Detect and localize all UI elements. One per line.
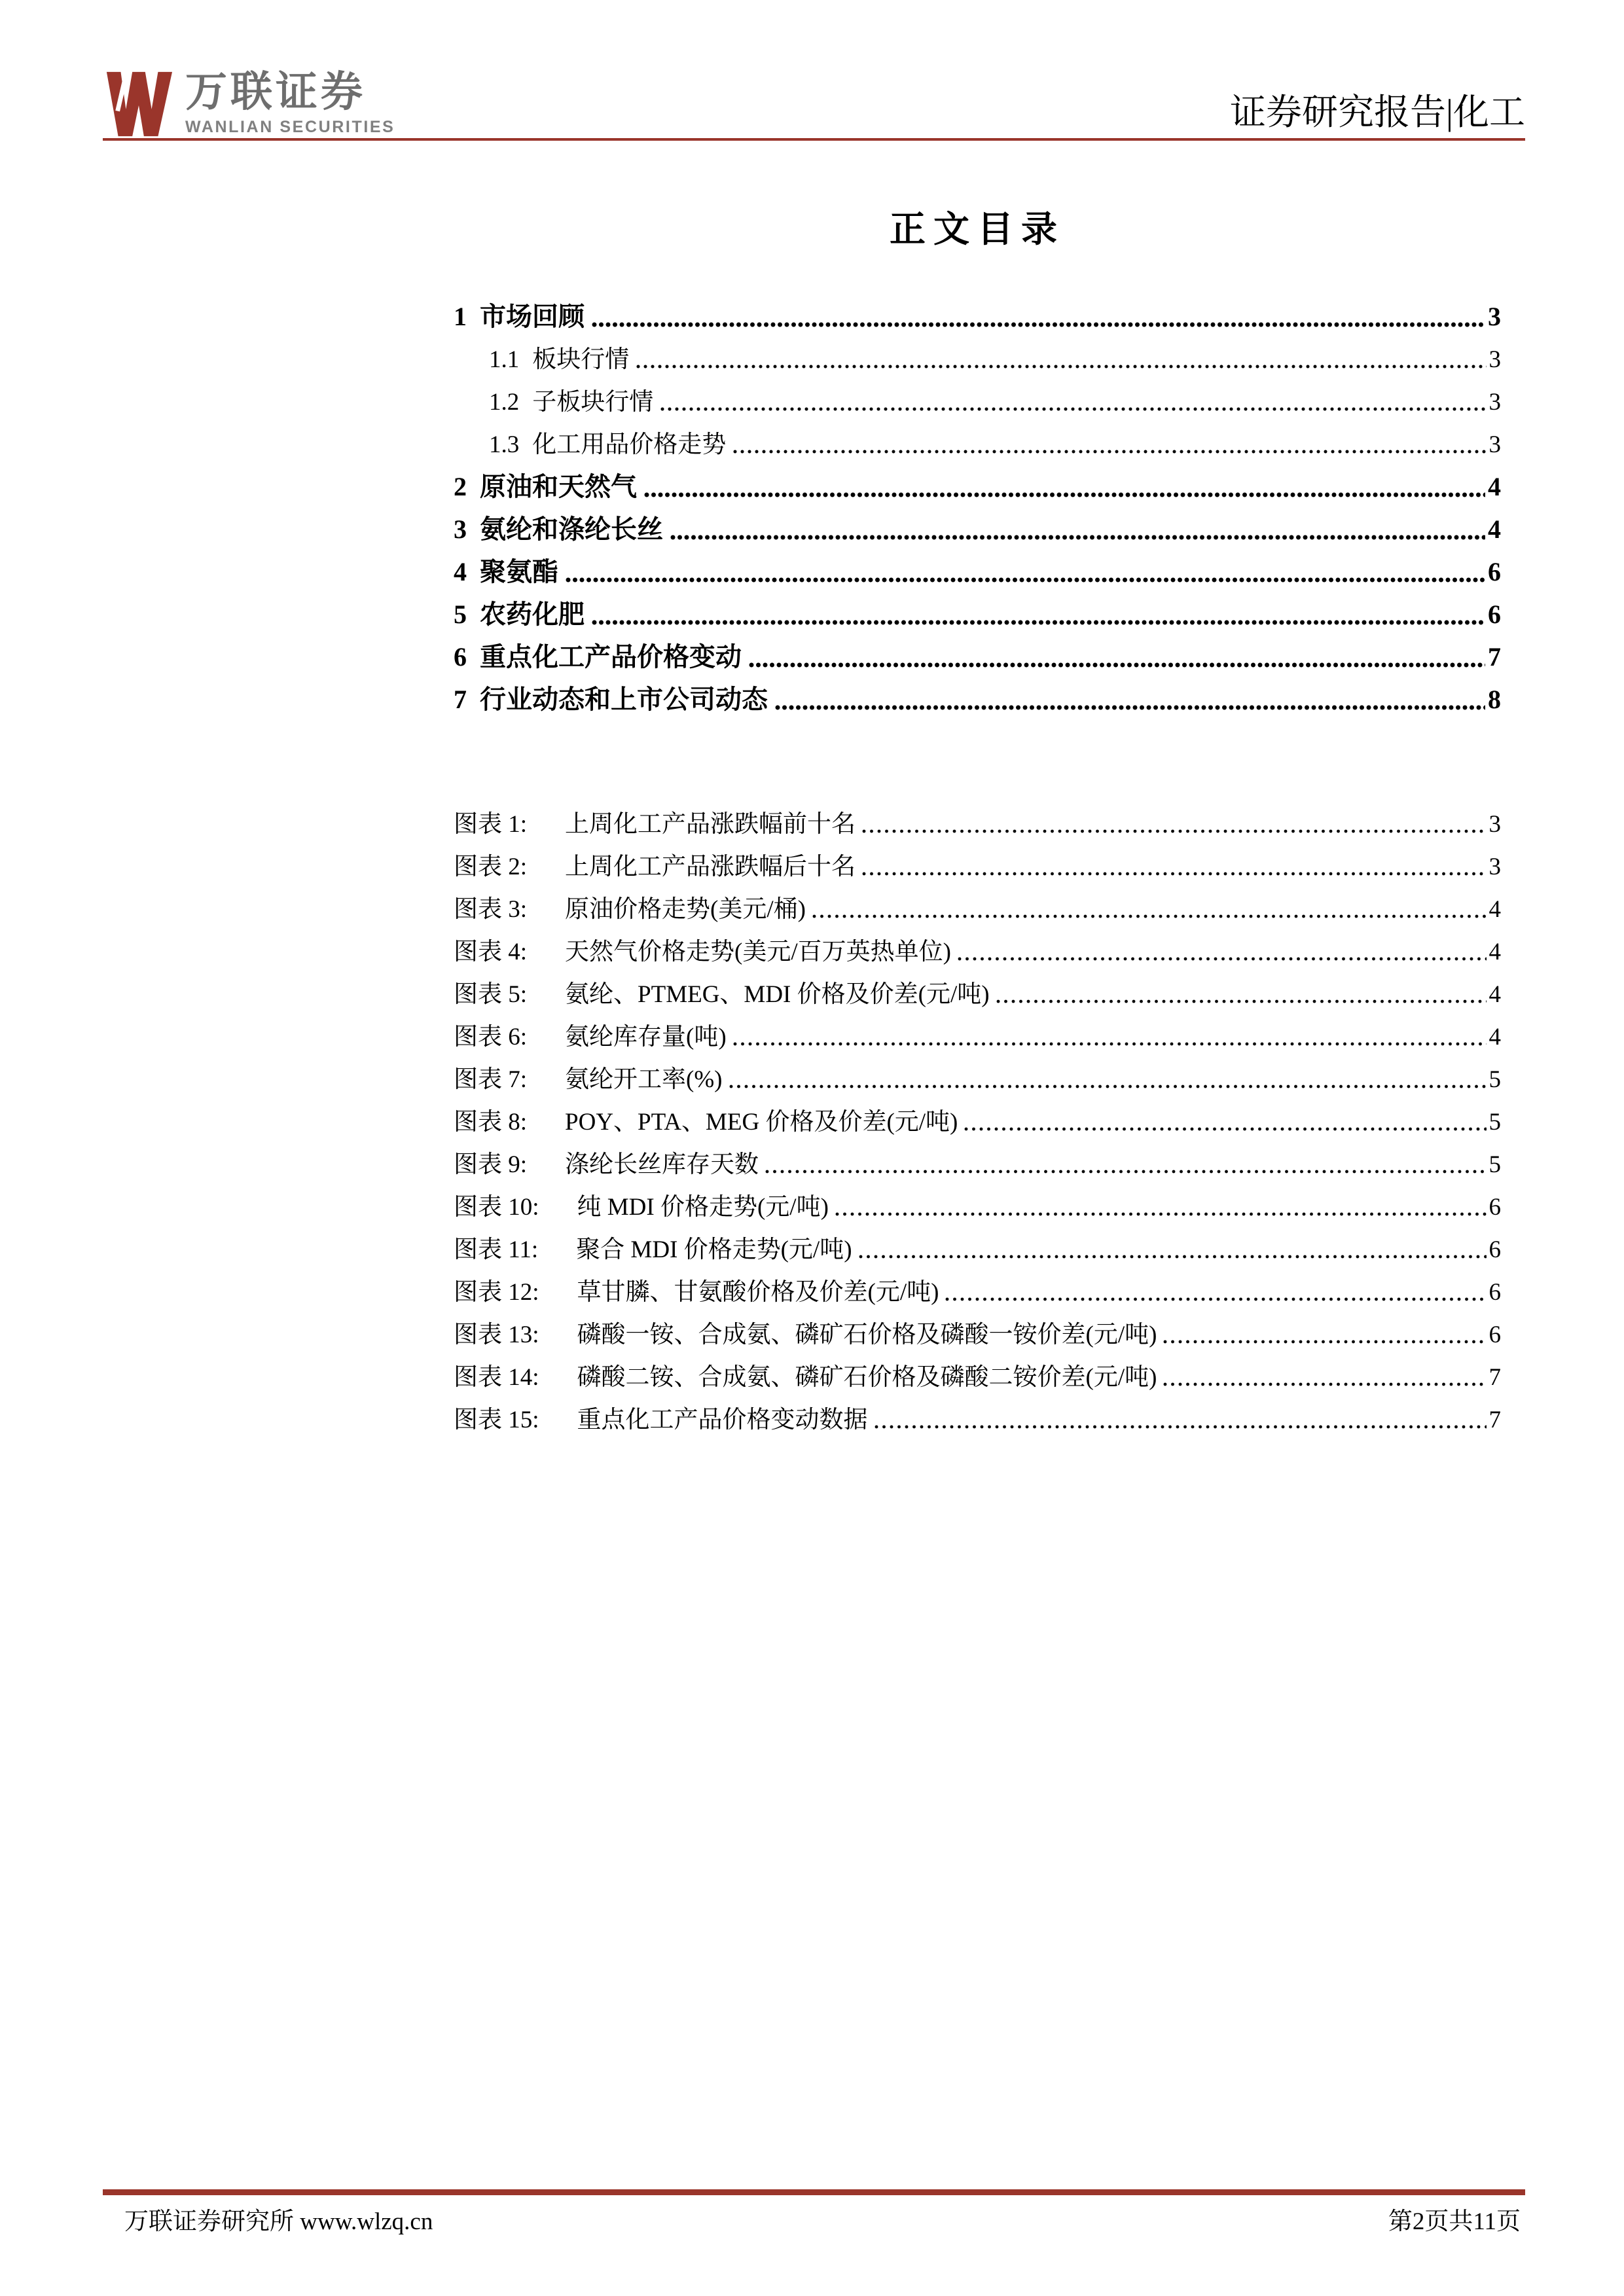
figure-number: 图表 7: [454,1066,528,1094]
footer [124,2201,1521,2236]
figure-label: 上周化工产品涨跌幅前十名 [565,811,856,838]
leader-dots [748,661,1485,669]
figure-page-number: 3 [1489,853,1501,881]
figure-row [454,1391,1501,1433]
toc-entry-label: 市场回顾 [480,302,585,331]
toc-entry-label: 原油和天然气 [480,472,637,501]
figure-label: 聚合 MDI 价格走势(元/吨) [576,1236,852,1264]
toc-page-number: 3 [1488,302,1501,331]
figure-page-number: 7 [1489,1364,1501,1391]
figure-row [454,1348,1501,1391]
toc-entry-number: 1.1 [489,346,520,374]
figure-page-number: 4 [1489,1024,1501,1051]
toc-entry-label: 子板块行情 [532,389,654,416]
toc-row [454,628,1501,671]
toc-entry-number: 7 [454,685,467,714]
figure-row [454,1050,1501,1093]
company-logo [103,68,395,137]
figure-row [454,1178,1501,1221]
figure-page-number: 5 [1489,1151,1501,1179]
toc-entry-number: 2 [454,472,467,501]
leader-dots [1163,1338,1486,1346]
leader-dots [643,491,1485,499]
figure-label: 磷酸一铵、合成氨、磷矿石价格及磷酸一铵价差(元/吨) [577,1321,1157,1349]
toc-list [454,288,1501,713]
toc-page-number: 3 [1489,389,1501,416]
leader-dots [670,533,1485,541]
figure-label: 磷酸二铵、合成氨、磷矿石价格及磷酸二铵价差(元/吨) [577,1364,1157,1391]
toc-page-number: 7 [1488,642,1501,672]
figure-label: 草甘膦、甘氨酸价格及价差(元/吨) [577,1279,939,1306]
figure-label: 重点化工产品价格变动数据 [577,1407,868,1434]
page-title: 正文目录 [889,209,1065,249]
leader-dots [835,1210,1487,1218]
toc-row [454,416,1501,458]
figure-page-number: 5 [1489,1066,1501,1094]
figure-number: 图表 13: [454,1321,539,1349]
figure-label: 氨纶开工率(%) [565,1066,723,1094]
toc-entry-number: 1 [454,302,467,331]
figure-row [454,1221,1501,1263]
figure-row [454,965,1501,1008]
toc-row [454,373,1501,416]
toc-entry-label: 化工用品价格走势 [532,431,727,459]
figure-page-number: 6 [1489,1236,1501,1264]
figure-row [454,923,1501,965]
leader-dots [812,912,1487,920]
leader-dots [591,619,1485,626]
figure-number: 图表 14: [454,1364,539,1391]
logo-cn-text: 万联证券 [185,68,366,115]
toc-entry-label: 重点化工产品价格变动 [480,642,742,672]
figure-number: 图表 2: [454,853,528,881]
figure-number: 图表 8: [454,1109,528,1136]
header-divider [103,138,1525,141]
leader-dots [565,576,1485,584]
figure-row [454,795,1501,838]
toc-row [454,586,1501,628]
figure-page-number: 4 [1489,939,1501,966]
toc-entry-label: 行业动态和上市公司动态 [480,685,768,714]
toc-page-number: 3 [1489,346,1501,374]
toc-page-number: 6 [1488,557,1501,586]
figure-row [454,1136,1501,1178]
figure-page-number: 6 [1489,1321,1501,1349]
toc-page-number: 4 [1488,514,1501,544]
toc-row [454,458,1501,501]
figure-page-number: 6 [1489,1279,1501,1306]
leader-dots [945,1295,1486,1303]
figure-page-number: 7 [1489,1407,1501,1434]
toc-page-number: 4 [1488,472,1501,501]
figure-list [454,795,1501,1433]
leader-dots [964,1125,1486,1133]
leader-dots [958,955,1487,963]
toc-entry-number: 5 [454,600,467,629]
figure-number: 图表 5: [454,981,528,1009]
figure-number: 图表 3: [454,896,528,924]
figure-label: POY、PTA、MEG 价格及价差(元/吨) [565,1109,958,1136]
figure-page-number: 4 [1489,981,1501,1009]
toc-page-number: 8 [1488,685,1501,714]
footer-institute: 万联证券研究所 www.wlzq.cn [124,2208,433,2235]
toc-page-number: 3 [1489,431,1501,459]
leader-dots [591,321,1485,329]
toc-row [454,543,1501,586]
logo-w-icon [103,71,173,137]
toc-row [454,501,1501,543]
toc-entry-label: 聚氨酯 [480,557,558,586]
figure-number: 图表 11: [454,1236,539,1264]
figure-row [454,1263,1501,1306]
figure-label: 上周化工产品涨跌幅后十名 [565,853,856,881]
logo-text-block [185,68,395,137]
leader-dots [636,363,1486,370]
toc-entry-number: 4 [454,557,467,586]
figure-page-number: 5 [1489,1109,1501,1136]
leader-dots [862,827,1486,835]
toc-entry-label: 板块行情 [532,346,630,374]
toc-entry-label: 农药化肥 [480,600,585,629]
leader-dots [774,704,1485,711]
figure-number: 图表 15: [454,1407,539,1434]
leader-dots [729,1083,1487,1090]
toc-row [454,288,1501,331]
toc-entry-number: 1.2 [489,389,520,416]
toc-row [454,331,1501,373]
toc-page-number: 6 [1488,600,1501,629]
figure-number: 图表 9: [454,1151,528,1179]
toc-entry-label: 氨纶和涤纶长丝 [480,514,663,544]
leader-dots [859,1253,1487,1261]
leader-dots [765,1168,1486,1175]
report-type-label: 证券研究报告|化工 [1229,92,1525,132]
logo-en-text: WANLIAN SECURITIES [185,118,395,136]
leader-dots [733,1040,1487,1048]
toc-row [454,671,1501,713]
figure-number: 图表 4: [454,939,528,966]
footer-divider [103,2189,1525,2195]
figure-label: 纯 MDI 价格走势(元/吨) [577,1194,829,1221]
leader-dots [996,997,1487,1005]
footer-page-indicator: 第2页共11页 [1388,2208,1521,2235]
figure-number: 图表 10: [454,1194,539,1221]
leader-dots [862,870,1486,878]
figure-label: 氨纶、PTMEG、MDI 价格及价差(元/吨) [565,981,990,1009]
figure-row [454,1306,1501,1348]
figure-label: 涤纶长丝库存天数 [565,1151,759,1179]
figure-number: 图表 6: [454,1024,528,1051]
leader-dots [660,405,1486,413]
figure-label: 原油价格走势(美元/桶) [565,896,806,924]
figure-row [454,1008,1501,1050]
leader-dots [875,1423,1487,1431]
leader-dots [732,448,1486,456]
toc-entry-number: 3 [454,514,467,544]
figure-page-number: 3 [1489,811,1501,838]
figure-page-number: 4 [1489,896,1501,924]
figure-row [454,880,1501,923]
toc-entry-number: 6 [454,642,467,672]
figure-number: 图表 1: [454,811,528,838]
toc-entry-number: 1.3 [489,431,520,459]
figure-number: 图表 12: [454,1279,539,1306]
leader-dots [1163,1380,1486,1388]
figure-page-number: 6 [1489,1194,1501,1221]
figure-label: 氨纶库存量(吨) [565,1024,727,1051]
figure-row [454,1093,1501,1136]
figure-label: 天然气价格走势(美元/百万英热单位) [565,939,951,966]
figure-row [454,838,1501,880]
